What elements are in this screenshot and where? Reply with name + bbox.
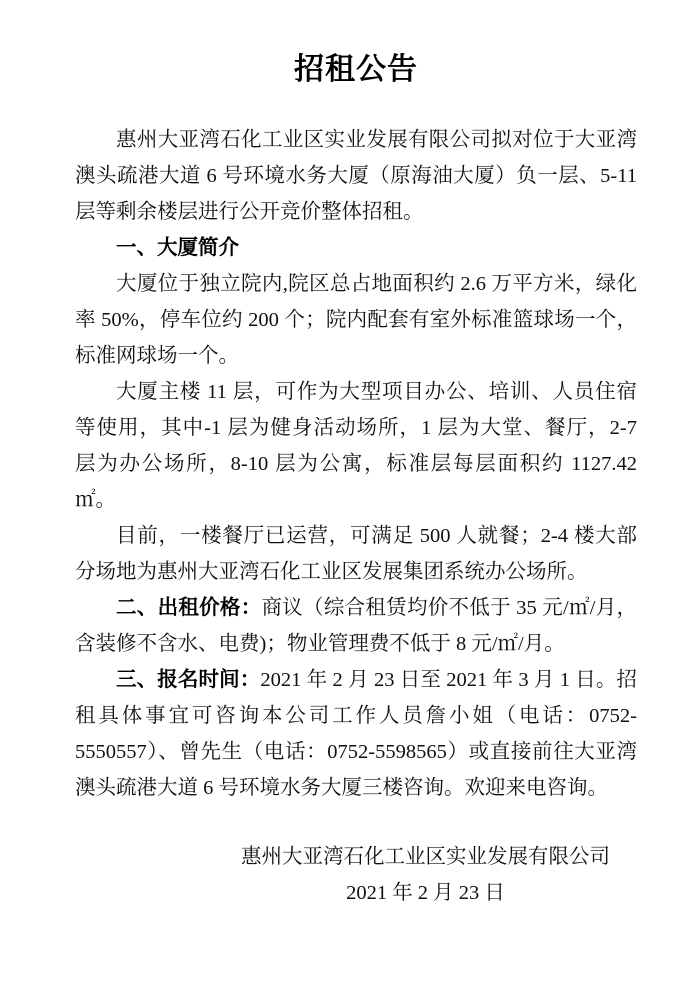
signup-text: 2021 年 2 月 23 日至 2021 年 3 月 1 日。招租具体事宜可咨询本公司工作人员詹小姐（电话：0752-5550557）、曾先生（电话：0752-5598565）或直接前往大亚湾澳头疏港大道 6 号环境水务大厦三楼咨询。欢迎来电咨询。 xyxy=(75,669,638,799)
page-title: 招租公告 xyxy=(294,53,418,86)
section-heading-signup: 三、报名时间： xyxy=(116,668,261,691)
intro-paragraph: 惠州大亚湾石化工业区实业发展有限公司拟对位于大亚湾澳头疏港大道 6 号环境水务大厦（原海油大厦）负一层、5-11 层等剩余楼层进行公开竞价整体招租。 xyxy=(75,129,637,223)
signature-block xyxy=(75,839,637,911)
price-text: 商议（综合租赁均价不低于 35 元/㎡/月，含装修不含水、电费)；物业管理费不低于 8 元/㎡/月。 xyxy=(75,597,638,655)
signature-company: 惠州大亚湾石化工业区实业发展有限公司 xyxy=(241,846,610,868)
overview-paragraph-3: 目前，一楼餐厅已运营，可满足 500 人就餐；2-4 楼大部分场地为惠州大亚湾石化工业区发展集团系统办公场所。 xyxy=(75,525,637,583)
price-paragraph xyxy=(75,590,637,662)
signup-paragraph xyxy=(75,662,637,806)
section-heading-price: 二、出租价格： xyxy=(116,596,262,619)
signature-inner xyxy=(241,839,610,911)
overview-paragraph-1: 大厦位于独立院内,院区总占地面积约 2.6 万平方米，绿化率 50%，停车位约 200 个；院内配套有室外标准篮球场一个，标准网球场一个。 xyxy=(75,273,637,367)
signature-date: 2021 年 2 月 23 日 xyxy=(346,882,505,904)
overview-paragraph-2: 大厦主楼 11 层，可作为大型项目办公、培训、人员住宿等使用，其中-1 层为健身活动场所，1 层为大堂、餐厅，2-7 层为办公场所，8-10 层为公寓，标准层每层面积约 1127.42 ㎡。 xyxy=(75,381,637,511)
section-heading-overview: 一、大厦简介 xyxy=(116,236,239,259)
